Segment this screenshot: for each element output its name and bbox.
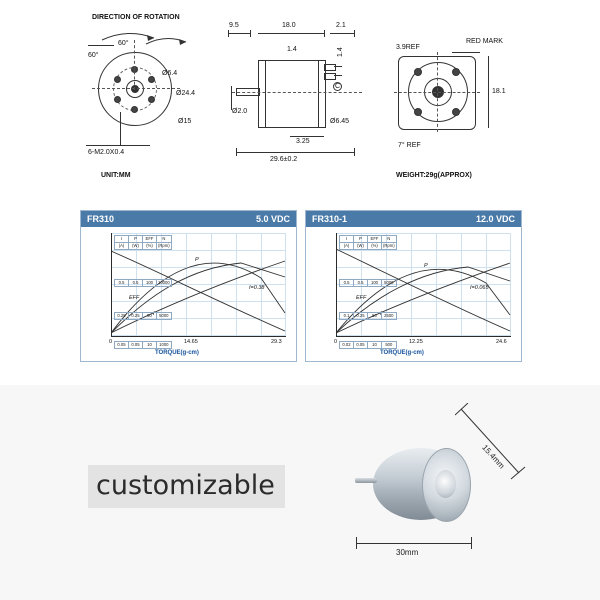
dim-line-v xyxy=(488,56,489,128)
c-mark-label: C xyxy=(335,83,341,90)
dim-tick xyxy=(324,30,325,37)
col-header-n: N xyxy=(157,236,172,243)
curve-label-p: P xyxy=(424,263,428,269)
chart-annotation: I=0.38 xyxy=(249,285,265,291)
dim-18-1: 18.1 xyxy=(492,88,506,95)
col-header-eff: EFF xyxy=(368,236,382,243)
dim-3-9ref: 3.9REF xyxy=(396,44,420,51)
rear-hole-4 xyxy=(452,108,460,116)
leader-line xyxy=(452,52,480,53)
screw-hole xyxy=(114,76,121,83)
dim-1-4-top: 1.4 xyxy=(287,46,297,53)
table-row: 0.05 0.05 10 1000 xyxy=(115,342,172,349)
dim-overall: 29.6±0.2 xyxy=(270,156,298,163)
dim-tick xyxy=(228,30,229,37)
dim-3-25: 3.25 xyxy=(296,138,310,145)
leader-line xyxy=(86,145,150,146)
curve-label-eff: EFF xyxy=(129,295,140,301)
col-unit-eff: (%) xyxy=(143,243,157,250)
terminal-lead xyxy=(334,66,342,67)
rear-hole xyxy=(414,68,422,76)
rotation-title: DIRECTION OF ROTATION xyxy=(92,14,180,21)
dim-line xyxy=(330,33,354,34)
dim-2-1: 2.1 xyxy=(336,22,346,29)
dim-tick xyxy=(354,148,355,156)
motor-photo-hub xyxy=(435,470,456,498)
dim-18: 18.0 xyxy=(282,22,296,29)
shaft-dot xyxy=(131,85,139,93)
x-axis-title: TORQUE(g-cm) xyxy=(380,350,424,356)
chart-annotation: I=0.065 xyxy=(470,285,489,291)
dim-tick xyxy=(236,148,237,156)
table-row: 0.25 0.25 50 5000 xyxy=(115,313,172,320)
rear-hole-2 xyxy=(452,68,460,76)
col-unit-p: (W) xyxy=(129,243,143,250)
motor-photo-shaft xyxy=(355,478,377,483)
xtick-1: 12.25 xyxy=(409,339,423,345)
col-header-eff: EFF xyxy=(143,236,157,243)
y-axis xyxy=(336,233,337,336)
curve-label-p: P xyxy=(195,257,199,263)
table-row: 0.5 0.5 100 5000 xyxy=(340,280,397,287)
customizable-text: customizable xyxy=(96,470,275,501)
dim-7ref: 7° REF xyxy=(398,142,421,149)
dim-tick xyxy=(250,30,251,37)
overall-dim-line xyxy=(236,152,354,153)
col-header-p: P xyxy=(129,236,143,243)
technical-drawing-block xyxy=(0,0,600,200)
dim-line xyxy=(258,33,324,34)
y-axis xyxy=(111,233,112,336)
dim-length-label: 30mm xyxy=(396,548,419,557)
chart-header xyxy=(81,211,296,227)
dim-1-4-side: 1.4 xyxy=(337,47,344,57)
dim-diameter-label: 15.4mm xyxy=(480,443,507,471)
xtick-2: 24.6 xyxy=(496,339,507,345)
center-line-v xyxy=(134,40,135,90)
rear-hole-3 xyxy=(414,108,422,116)
performance-chart-fr310-1 xyxy=(305,210,522,362)
center-line-h xyxy=(92,88,180,89)
table-row: 0.02 0.05 10 500 xyxy=(340,342,397,349)
motor-body-rect xyxy=(258,60,326,128)
col-unit-i: (A) xyxy=(115,243,129,250)
weight-note: WEIGHT:29g(APPROX) xyxy=(396,172,472,179)
leader-line xyxy=(120,112,121,145)
chart-table xyxy=(339,235,397,349)
curve-label-eff: EFF xyxy=(356,295,367,301)
red-mark-label: RED MARK xyxy=(466,38,503,45)
screw-note-label: 6-M2.0X0.4 xyxy=(88,149,125,156)
dim-line xyxy=(228,33,250,34)
table-row: 0.5 0.5 100 10000 xyxy=(115,280,172,287)
leader-line xyxy=(88,45,114,46)
chart-voltage-label: 5.0 VDC xyxy=(255,214,290,224)
dim-line-v xyxy=(231,86,232,110)
col-unit-eff: (%) xyxy=(368,243,382,250)
x-axis-title: TORQUE(g-cm) xyxy=(155,350,199,356)
dim-line-diameter xyxy=(455,403,535,483)
unit-note: UNIT:MM xyxy=(101,172,131,179)
chart-model-label: FR310-1 xyxy=(312,214,348,224)
col-header-i: I xyxy=(340,236,354,243)
col-unit-n: (Rpm) xyxy=(383,243,395,248)
performance-chart-fr310 xyxy=(80,210,297,362)
col-header-i: I xyxy=(115,236,129,243)
xtick-0: 0 xyxy=(334,339,338,345)
dim-tick xyxy=(471,537,472,549)
col-unit-n: (Rpm) xyxy=(158,243,170,248)
terminal-lead-2 xyxy=(334,75,342,76)
dia-24-4-label: Ø24.4 xyxy=(176,90,196,97)
curve-label-i: I xyxy=(153,311,155,317)
chart-header xyxy=(306,211,521,227)
dia-6-4-label: Ø6.4 xyxy=(162,70,178,77)
xtick-0: 0 xyxy=(109,339,113,345)
chart-voltage-label: 12.0 VDC xyxy=(475,214,515,224)
product-photo-block xyxy=(0,385,600,600)
col-unit-i: (A) xyxy=(340,243,354,250)
xtick-1: 14.65 xyxy=(184,339,198,345)
dim-tick xyxy=(356,537,357,549)
dim-line-length xyxy=(356,543,472,544)
dim-line xyxy=(290,136,324,137)
screw-hole xyxy=(148,76,155,83)
col-header-p: P xyxy=(354,236,368,243)
angle-label-60a: 60° xyxy=(118,40,129,47)
screw-hole xyxy=(148,96,155,103)
screw-hole xyxy=(131,106,138,113)
dia-15-label: Ø15 xyxy=(178,118,192,125)
chart-model-label: FR310 xyxy=(87,214,115,224)
table-row: 0.1 0.25 50 2500 xyxy=(340,313,397,320)
dim-9-5: 9.5 xyxy=(229,22,239,29)
screw-hole xyxy=(114,96,121,103)
xtick-2: 29.3 xyxy=(271,339,282,345)
dim-dia-6-45: Ø6.45 xyxy=(330,118,350,125)
rotation-arrows-icon xyxy=(100,26,200,48)
center-line-h xyxy=(232,92,362,93)
dim-dia-2-0: Ø2.0 xyxy=(232,108,248,115)
center-line-v xyxy=(437,52,438,132)
chart-table xyxy=(114,235,172,349)
angle-label-60b: 60° xyxy=(88,52,99,59)
dim-tick xyxy=(354,30,355,37)
col-header-n: N xyxy=(382,236,397,243)
col-unit-p: (W) xyxy=(354,243,368,250)
curve-label-i: I xyxy=(380,311,382,317)
